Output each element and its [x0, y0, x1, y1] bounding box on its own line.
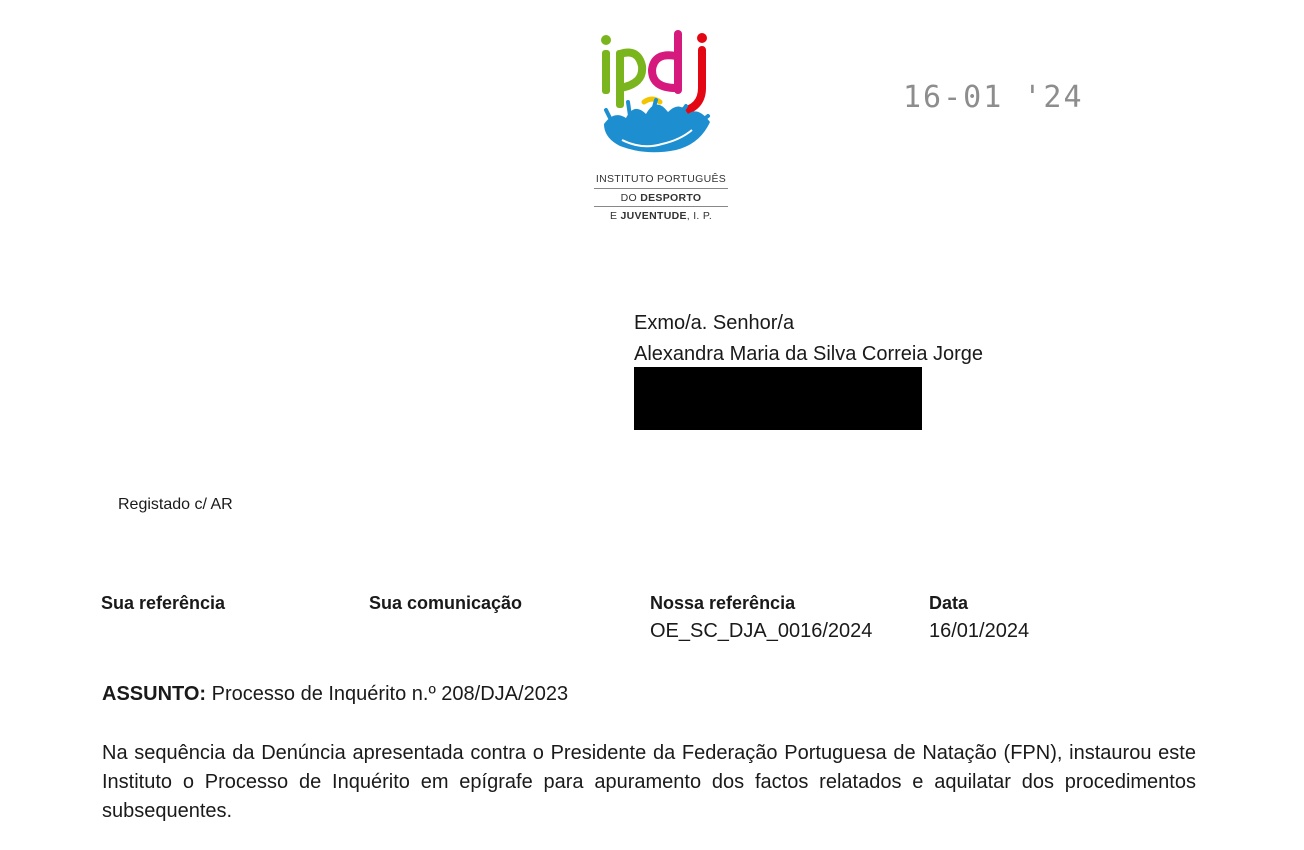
logo-caption-line3	[586, 210, 736, 222]
logo-divider	[594, 188, 728, 189]
logo-caption-line3-suffix: , I. P.	[686, 210, 713, 222]
data-value: 16/01/2024	[929, 620, 1030, 642]
subject-line	[102, 683, 568, 706]
date-stamp: 16-01 '24	[903, 80, 1084, 115]
logo-divider	[594, 206, 728, 207]
data-label: Data	[929, 593, 969, 613]
sua-referencia-label: Sua referência	[101, 593, 226, 613]
subject-label: ASSUNTO:	[102, 683, 207, 705]
sua-comunicacao-label: Sua comunicação	[369, 593, 523, 613]
recipient-block	[634, 308, 983, 370]
ipdj-logo	[586, 28, 746, 228]
logo-caption-line1: INSTITUTO PORTUGUÊS	[595, 173, 727, 185]
recipient-name: Alexandra Maria da Silva Correia Jorge	[634, 343, 984, 365]
redacted-address	[634, 367, 922, 430]
logo-caption-line3-bold: JUVENTUDE	[620, 210, 687, 222]
logo-caption-line3-prefix: E	[609, 210, 621, 222]
nossa-referencia-label: Nossa referência	[650, 593, 796, 613]
recipient-salutation: Exmo/a. Senhor/a	[634, 312, 795, 334]
nossa-referencia-value: OE_SC_DJA_0016/2024	[650, 620, 873, 642]
body-paragraph: Na sequência da Denúncia apresentada contra o Presidente da Federação Portuguesa de Natação (FPN), instaurou este Instituto o Processo de Inquérito em epígrafe para apuramento dos factos relatados e aquilatar dos procedimentos subsequentes.	[102, 742, 1196, 822]
logo-caption-line2	[586, 192, 736, 204]
ipdj-logo-mark	[586, 28, 736, 168]
logo-caption-line2-bold: DESPORTO	[640, 192, 702, 204]
logo-caption-line2-prefix: DO	[620, 192, 641, 204]
subject-text: Processo de Inquérito n.º 208/DJA/2023	[206, 683, 569, 705]
registered-mail-note: Registado c/ AR	[118, 496, 233, 513]
